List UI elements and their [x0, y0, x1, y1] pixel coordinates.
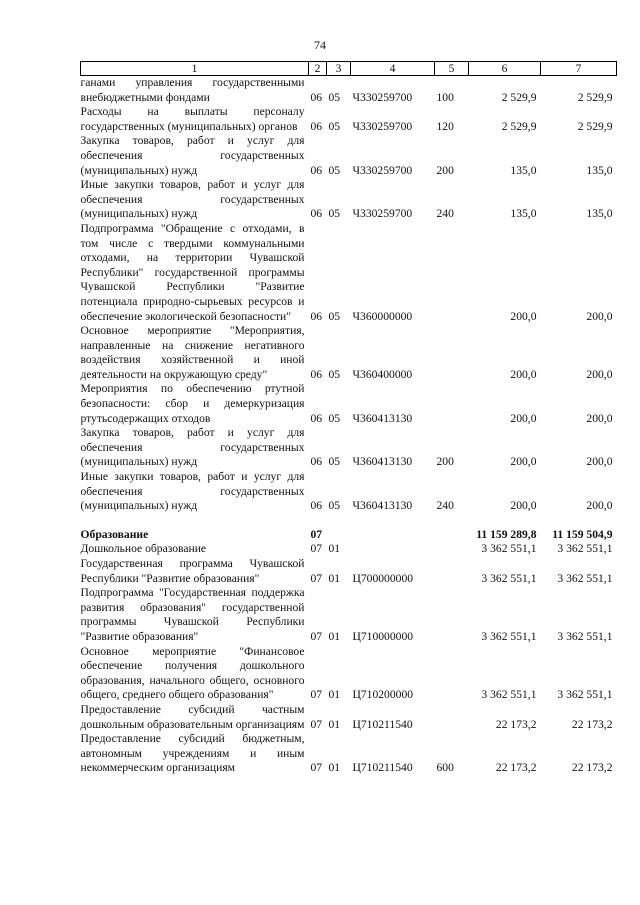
expense-type-code: [435, 222, 469, 324]
row-name: Подпрограмма "Обращение с отходами, в том числе с твердыми коммунальными отходами, на территории Чувашской Республики" государственной программы Чувашской Республики "Развитие потенциала природно-сырьевых ресурсов и обеспечение экологической безопасности": [80, 221, 305, 323]
expense-type-code: [435, 645, 469, 703]
amount-col-7: 135,0: [586, 163, 613, 177]
amount-col-6: 200,0: [510, 309, 537, 323]
amount-col-6: 2 529,9: [501, 119, 537, 133]
target-article-code: Ч330259700: [352, 163, 413, 177]
row-name: ганами управления государственными внебюджетными фондами: [80, 76, 305, 104]
table-row: [81, 542, 617, 557]
header-row: [81, 62, 617, 76]
table-row: [81, 134, 617, 178]
subsection-code: 01: [328, 542, 341, 556]
expense-type-code: 200: [436, 455, 454, 469]
target-article-code: Ч360400000: [352, 367, 413, 381]
section-code: 07: [310, 629, 323, 643]
column-header: 5: [435, 62, 469, 76]
subsection-code: [327, 528, 351, 543]
target-article-code: Ц710211540: [352, 717, 413, 731]
subsection-code: 01: [328, 717, 341, 731]
page-number: 74: [314, 38, 326, 52]
target-article-code: Ц700000000: [352, 571, 414, 585]
section-code: 07: [310, 542, 323, 556]
column-header: 2: [309, 62, 327, 76]
column-header: 7: [541, 62, 617, 76]
table-row: [81, 645, 617, 703]
amount-col-7: 22 173,2: [571, 717, 613, 731]
expense-type-code: 200: [436, 163, 454, 177]
amount-col-7: 11 159 504,9: [552, 527, 613, 541]
expense-type-code: [435, 528, 469, 543]
target-article-code: Ч360413130: [352, 499, 413, 513]
table-row: [81, 324, 617, 382]
table-row: [81, 222, 617, 324]
target-article-code: Ч330259700: [352, 90, 413, 104]
section-code: 07: [310, 688, 323, 702]
subsection-code: 05: [328, 411, 341, 425]
amount-col-6: 135,0: [510, 163, 537, 177]
row-name: Иные закупки товаров, работ и услуг для обеспечения государственных (муниципальных) нужд: [80, 178, 305, 221]
target-article-code: Ц710000000: [352, 629, 414, 643]
section-code: 06: [310, 309, 323, 323]
amount-col-6: 135,0: [510, 207, 537, 221]
row-name: Основное мероприятие "Мероприятия, направленные на снижение негативного воздействия хозяйственной и иной деятельности на окружающую среду": [80, 324, 305, 381]
table-row: [81, 178, 617, 222]
expense-type-code: [435, 586, 469, 644]
section-code: 06: [310, 455, 323, 469]
row-name: Дошкольное образование: [80, 542, 207, 556]
target-article-code: [351, 542, 435, 557]
row-name: Закупка товаров, работ и услуг для обеспечения государственных (муниципальных) нужд: [80, 134, 305, 177]
subsection-code: 01: [328, 761, 341, 775]
section-code: 06: [310, 163, 323, 177]
expense-type-code: [435, 557, 469, 586]
target-article-code: Ч360413130: [352, 411, 413, 425]
table-row: [81, 703, 617, 732]
amount-col-6: 3 362 551,1: [481, 571, 537, 585]
row-name: Закупка товаров, работ и услуг для обеспечения государственных (муниципальных) нужд: [80, 426, 305, 469]
subsection-code: 01: [328, 688, 341, 702]
expense-type-code: [435, 324, 469, 382]
section-code: 07: [310, 761, 323, 775]
subsection-code: 05: [328, 119, 341, 133]
column-header: 4: [351, 62, 435, 76]
amount-col-7: 200,0: [586, 367, 613, 381]
row-name: Образование: [80, 527, 149, 541]
subsection-code: 05: [328, 499, 341, 513]
amount-col-6: 2 529,9: [501, 90, 537, 104]
row-name: Основное мероприятие "Финансовое обеспечение получения дошкольного образования, начального общего, основного общего, среднего общего образования": [80, 644, 305, 702]
section-code: 06: [310, 411, 323, 425]
budget-table-container: [80, 61, 616, 776]
amount-col-6: 200,0: [510, 455, 537, 469]
expense-type-code: [435, 703, 469, 732]
target-article-code: Ч330259700: [352, 119, 413, 133]
amount-col-7: 135,0: [586, 207, 613, 221]
expense-type-code: 100: [436, 90, 454, 104]
section-code: 06: [310, 119, 323, 133]
amount-col-6: 3 362 551,1: [481, 629, 537, 643]
target-article-code: Ч360000000: [352, 309, 413, 323]
amount-col-6: 11 159 289,8: [476, 527, 537, 541]
amount-col-7: 3 362 551,1: [557, 688, 613, 702]
table-row: [81, 470, 617, 514]
amount-col-6: 200,0: [510, 367, 537, 381]
subsection-code: 05: [328, 455, 341, 469]
table-row: [81, 528, 617, 543]
target-article-code: Ц710211540: [352, 761, 413, 775]
table-row: [81, 382, 617, 426]
section-code: 06: [310, 90, 323, 104]
section-code: 07: [310, 571, 323, 585]
amount-col-7: 3 362 551,1: [557, 542, 613, 556]
row-name: Предоставление субсидий частным дошкольным образовательным организациям: [80, 702, 305, 731]
row-name: Государственная программа Чувашской Республики "Развитие образования": [80, 557, 305, 585]
amount-col-7: 200,0: [586, 309, 613, 323]
target-article-code: Ц710200000: [352, 688, 414, 702]
budget-table: [80, 61, 617, 776]
subsection-code: 05: [328, 90, 341, 104]
subsection-code: 05: [328, 367, 341, 381]
expense-type-code: 600: [436, 761, 454, 775]
column-header: 1: [81, 62, 309, 76]
table-row: [81, 76, 617, 106]
section-code: 06: [310, 367, 323, 381]
table-row: [81, 557, 617, 586]
amount-col-7: 200,0: [586, 455, 613, 469]
row-name: Мероприятия по обеспечению ртутной безопасности: сбор и демеркуризация ртутьсодержащих отходов: [80, 382, 305, 425]
subsection-code: 05: [328, 309, 341, 323]
spacer-cell: [81, 514, 617, 528]
amount-col-6: 22 173,2: [495, 717, 537, 731]
table-row: [81, 426, 617, 470]
amount-col-7: 3 362 551,1: [557, 629, 613, 643]
subsection-code: 05: [328, 207, 341, 221]
amount-col-6: 22 173,2: [495, 761, 537, 775]
spacer-row: [81, 514, 617, 528]
amount-col-7: 200,0: [586, 411, 613, 425]
row-name: Предоставление субсидий бюджетным, автономным учреждениям и иным некоммерческим организациям: [80, 732, 305, 775]
amount-col-7: 2 529,9: [577, 90, 613, 104]
section-code: 07: [310, 717, 323, 731]
column-header: 3: [327, 62, 351, 76]
column-header: 6: [469, 62, 541, 76]
subsection-code: 01: [328, 571, 341, 585]
amount-col-6: 200,0: [510, 499, 537, 513]
target-article-code: Ч360413130: [352, 455, 413, 469]
expense-type-code: 240: [436, 207, 454, 221]
section-code: 06: [310, 207, 323, 221]
row-name: Расходы на выплаты персоналу государственных (муниципальных) органов: [80, 105, 305, 133]
expense-type-code: 240: [436, 499, 454, 513]
amount-col-7: 2 529,9: [577, 119, 613, 133]
target-article-code: [351, 528, 435, 543]
amount-col-6: 200,0: [510, 411, 537, 425]
subsection-code: 01: [328, 629, 341, 643]
expense-type-code: 120: [436, 119, 454, 133]
row-name: Подпрограмма "Государственная поддержка развития образования" государственной программы Чувашской Республики "Развитие образования": [80, 586, 305, 643]
table-header: [81, 62, 617, 76]
table-row: [81, 105, 617, 134]
table-row: [81, 586, 617, 644]
amount-col-6: 3 362 551,1: [481, 688, 537, 702]
table-body: [81, 76, 617, 776]
subsection-code: 05: [328, 163, 341, 177]
section-code: 07: [310, 527, 323, 541]
amount-col-7: 200,0: [586, 499, 613, 513]
expense-type-code: [435, 542, 469, 557]
expense-type-code: [435, 382, 469, 426]
amount-col-7: 22 173,2: [571, 761, 613, 775]
table-row: [81, 732, 617, 776]
amount-col-6: 3 362 551,1: [481, 542, 537, 556]
amount-col-7: 3 362 551,1: [557, 571, 613, 585]
row-name: Иные закупки товаров, работ и услуг для обеспечения государственных (муниципальных) нужд: [80, 470, 305, 513]
section-code: 06: [310, 499, 323, 513]
target-article-code: Ч330259700: [352, 207, 413, 221]
